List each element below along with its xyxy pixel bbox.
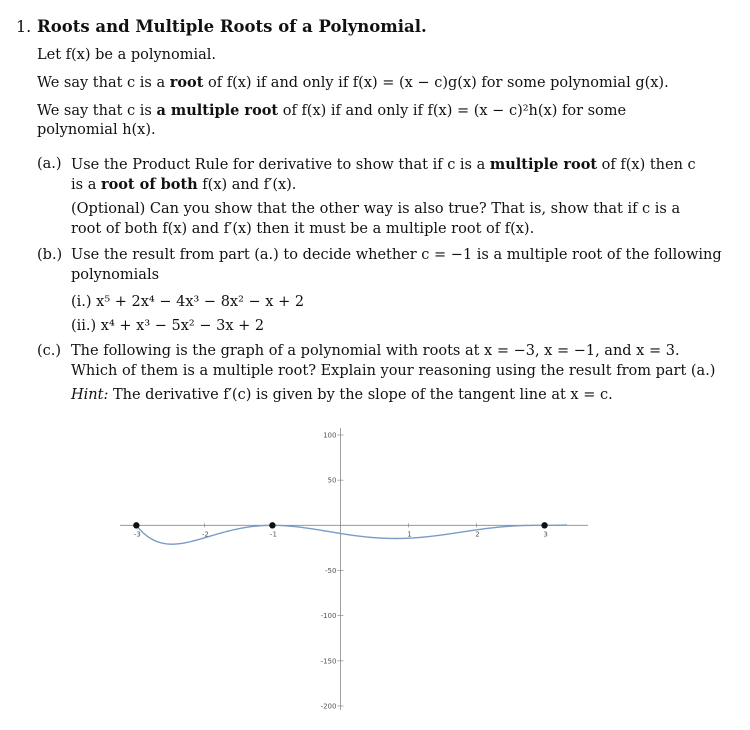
- root-point: [541, 522, 547, 528]
- problem-number: 1.: [16, 17, 32, 36]
- part-c-line2: Which of them is a multiple root? Explain your reasoning using the result from part (a.): [71, 363, 716, 379]
- polynomial-i: (i.) x⁵ + 2x⁴ − 4x³ − 8x² − x + 2: [71, 294, 305, 310]
- y-tick-label: -50: [325, 567, 337, 575]
- x-tick-label: 3: [543, 530, 548, 539]
- part-b-line1: Use the result from part (a.) to decide whether c = −1 is a multiple root of the following: [71, 247, 722, 263]
- multiple-root-definition: We say that c is a multiple root of f(x) if and only if f(x) = (x − c)²h(x) for some: [37, 102, 627, 119]
- x-tick-label: -1: [269, 530, 277, 539]
- problem-title: Roots and Multiple Roots of a Polynomial.: [37, 17, 427, 36]
- part-c-line1: The following is the graph of a polynomial with roots at x = −3, x = −1, and x = 3.: [71, 343, 680, 359]
- multiple-root-definition-cont: polynomial h(x).: [37, 122, 156, 138]
- part-a-label: (a.): [37, 156, 62, 172]
- y-tick-label: -150: [320, 657, 337, 666]
- y-tick-label: 100: [323, 431, 337, 440]
- y-tick-label: -100: [320, 612, 337, 621]
- intro-text: Let f(x) be a polynomial.: [37, 47, 217, 63]
- part-a-optional-2: root of both f(x) and f′(x) then it must be a multiple root of f(x).: [71, 221, 535, 237]
- root-point: [133, 522, 139, 528]
- x-tick-label: 1: [407, 530, 412, 539]
- hint-label: Hint:: [71, 387, 109, 403]
- x-tick-label: -2: [201, 530, 209, 539]
- part-a-line1: Use the Product Rule for derivative to show that if c is a multiple root of f(x) then c: [71, 156, 696, 173]
- part-a-line2: is a root of both f(x) and f′(x).: [71, 176, 297, 193]
- y-tick-label: -200: [320, 702, 337, 711]
- polynomial-curve: [135, 524, 567, 545]
- root-term: root: [169, 74, 204, 91]
- y-tick-label: 50: [327, 476, 337, 485]
- polynomial-ii: (ii.) x⁴ + x³ − 5x² − 3x + 2: [71, 318, 265, 334]
- root-point: [269, 522, 275, 528]
- x-tick-label: -3: [133, 530, 141, 539]
- root-definition: We say that c is a root of f(x) if and only if f(x) = (x − c)g(x) for some polynomial g(x).: [37, 74, 669, 91]
- part-a-optional-1: (Optional) Can you show that the other way is also true? That is, show that if c is a: [71, 201, 681, 217]
- multiple-root-term: a multiple root: [156, 102, 279, 119]
- polynomial-graph: [0, 405, 750, 730]
- part-b-label: (b.): [37, 247, 63, 263]
- x-tick-label: 2: [475, 530, 480, 539]
- part-c-hint: Hint: The derivative f′(c) is given by the slope of the tangent line at x = c.: [71, 387, 613, 403]
- part-c-label: (c.): [37, 343, 62, 359]
- part-b-line2: polynomials: [71, 267, 160, 283]
